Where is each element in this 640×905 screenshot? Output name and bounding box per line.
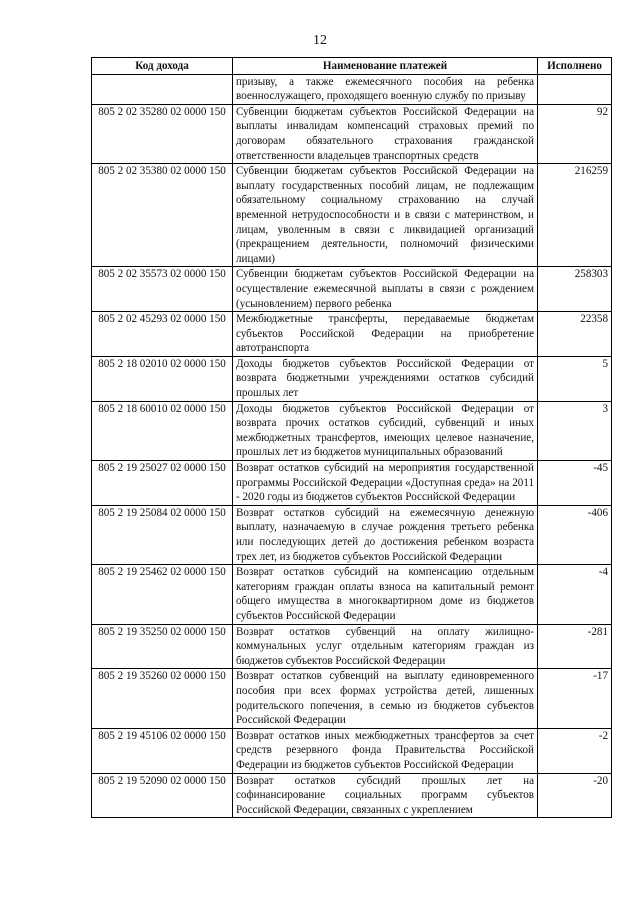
value-cell: 5 (538, 356, 612, 401)
page-number: 12 (313, 33, 327, 48)
value-cell: -17 (538, 669, 612, 728)
name-cell: Возврат остатков субсидий прошлых лет на софинансирование социальных программ субъектов Российской Федерации, связанных с укреплением (233, 773, 538, 818)
code-cell: 805 2 19 45106 02 0000 150 (92, 728, 233, 773)
code-cell: 805 2 18 60010 02 0000 150 (92, 401, 233, 460)
value-cell: -406 (538, 505, 612, 564)
name-cell: Возврат остатков субсидий на ежемесячную денежную выплату, назначаемую в случае рождения третьего ребенка или последующих детей до достижения ребенком возраста трех лет, из бюджетов субъектов Российской Федерации (233, 505, 538, 564)
name-cell: Возврат остатков иных межбюджетных трансфертов за счет средств резервного фонда Правительства Российской Федерации из бюджетов субъектов Российской Федерации (233, 728, 538, 773)
table-row (92, 773, 612, 818)
name-cell: Возврат остатков субсидий на компенсацию отдельным категориям граждан оплаты взноса на капитальный ремонт общего имущества в многоквартирном доме из бюджетов субъектов Российской Федерации (233, 565, 538, 624)
code-cell: 805 2 19 25084 02 0000 150 (92, 505, 233, 564)
name-cell: Возврат остатков субсидий на мероприятия государственной программы Российской Федерации «Доступная среда» на 2011 - 2020 годы из бюджетов субъектов Российской Федерации (233, 461, 538, 506)
value-cell: -4 (538, 565, 612, 624)
code-cell: 805 2 19 35260 02 0000 150 (92, 669, 233, 728)
code-cell: 805 2 18 02010 02 0000 150 (92, 356, 233, 401)
code-cell: 805 2 19 35250 02 0000 150 (92, 624, 233, 669)
value-cell: 3 (538, 401, 612, 460)
value-cell: 22358 (538, 312, 612, 357)
table-row (92, 461, 612, 506)
value-cell: 92 (538, 104, 612, 163)
value-cell: 258303 (538, 267, 612, 312)
column-header-value: Исполнено (538, 58, 612, 75)
name-cell: Субвенции бюджетам субъектов Российской Федерации на выплаты инвалидам компенсаций страховых премий по договорам обязательного страхования гражданской ответственности владельцев транспортных средств (233, 104, 538, 163)
table-body (92, 74, 612, 818)
table-header-row (92, 58, 612, 75)
value-cell: 216259 (538, 164, 612, 267)
table-row (92, 505, 612, 564)
table-row (92, 624, 612, 669)
name-cell: призыву, а также ежемесячного пособия на ребенка военнослужащего, проходящего военную службу по призыву (233, 74, 538, 104)
table-row (92, 728, 612, 773)
name-cell: Возврат остатков субвенций на оплату жилищно-коммунальных услуг отдельным категориям граждан из бюджетов субъектов Российской Федерации (233, 624, 538, 669)
table-row (92, 312, 612, 357)
value-cell (538, 74, 612, 104)
table-row (92, 74, 612, 104)
value-cell: -20 (538, 773, 612, 818)
column-header-name: Наименование платежей (233, 58, 538, 75)
table-row (92, 669, 612, 728)
name-cell: Доходы бюджетов субъектов Российской Федерации от возврата бюджетными учреждениями остатков субсидий прошлых лет (233, 356, 538, 401)
table-row (92, 565, 612, 624)
code-cell: 805 2 02 35573 02 0000 150 (92, 267, 233, 312)
value-cell: -281 (538, 624, 612, 669)
value-cell: -2 (538, 728, 612, 773)
table-row (92, 164, 612, 267)
table-row (92, 356, 612, 401)
name-cell: Межбюджетные трансферты, передаваемые бюджетам субъектов Российской Федерации на приобретение автотранспорта (233, 312, 538, 357)
code-cell: 805 2 02 35380 02 0000 150 (92, 164, 233, 267)
code-cell: 805 2 19 52090 02 0000 150 (92, 773, 233, 818)
name-cell: Доходы бюджетов субъектов Российской Федерации от возврата прочих остатков субсидий, субвенций и иных межбюджетных трансфертов, имеющих целевое назначение, прошлых лет из бюджетов муниципальных образований (233, 401, 538, 460)
name-cell: Субвенции бюджетам субъектов Российской Федерации на осуществление ежемесячной выплаты в связи с рождением (усыновлением) первого ребенка (233, 267, 538, 312)
column-header-code: Код дохода (92, 58, 233, 75)
revenue-table (91, 57, 612, 818)
name-cell: Субвенции бюджетам субъектов Российской Федерации на выплату государственных пособий лицам, не подлежащим обязательному социальному страхованию на случай временной нетрудоспособности и в связи с материнством, и лицам, уволенным в связи с ликвидацией организаций (прекращением деятельности, полномочий физическими лицами) (233, 164, 538, 267)
value-cell: -45 (538, 461, 612, 506)
table-row (92, 401, 612, 460)
code-cell: 805 2 02 35280 02 0000 150 (92, 104, 233, 163)
code-cell: 805 2 19 25462 02 0000 150 (92, 565, 233, 624)
table-row (92, 104, 612, 163)
code-cell: 805 2 19 25027 02 0000 150 (92, 461, 233, 506)
table-row (92, 267, 612, 312)
name-cell: Возврат остатков субвенций на выплату единовременного пособия при всех формах устройства детей, лишенных родительского попечения, в семью из бюджетов субъектов Российской Федерации (233, 669, 538, 728)
code-cell (92, 74, 233, 104)
code-cell: 805 2 02 45293 02 0000 150 (92, 312, 233, 357)
